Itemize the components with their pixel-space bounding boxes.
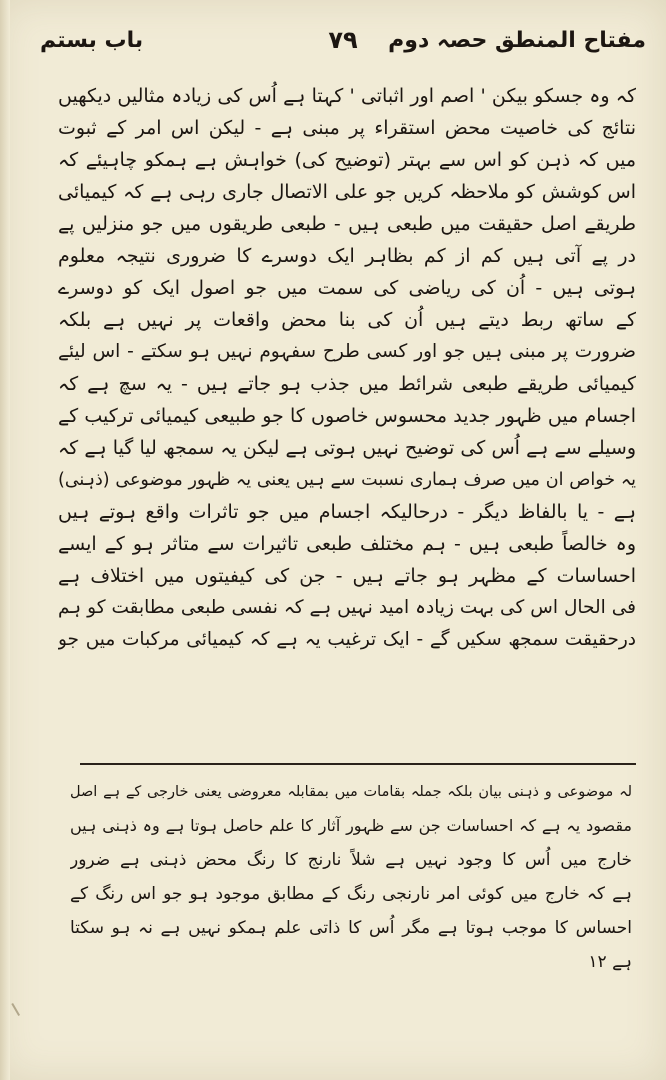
text-line: طریقے اصل حقیقت میں طبعی ہیں - طبعی طریقوں میں جو منزلیں پے: [58, 213, 636, 235]
book-title: مفتاح المنطق حصہ دوم: [388, 28, 646, 53]
text-line: میں کہ ذہن کو اس سے بہتر (توضیح کی) خواہش ہے ہمکو چاہیئے کہ: [58, 149, 636, 171]
text-line: وہ خالصاً طبعی ہیں - ہم مختلف طبعی تاثیرات سے متاثر ہو کے ایسے: [58, 533, 636, 555]
margin-mark: [11, 998, 28, 1016]
page-number: ۷۹: [328, 26, 358, 54]
footnote-line: ہے کہ خارج میں کوئی امر نارنجی رنگ کے مطابق موجود ہو جو اس رنگ کے: [70, 884, 632, 904]
text-line: کیمیائی طریقے طبعی شرائط میں جذب ہو جاتے ہیں - یہ سچ ہے کہ: [58, 373, 636, 395]
text-line: ضرورت پر مبنی ہیں جو اور کسی طرح سفہوم نہیں ہو سکتے - اس لیئے: [58, 341, 636, 362]
footnote-line: لہ موضوعی و ذہنی بیان بلکہ جملہ بقامات میں بمقابلہ معروضی یعنی خارجی کے ہے اصل: [70, 784, 632, 800]
text-line: وسیلے سے ہے اُس کی توضیح نہیں ہوتی ہے لیکن یہ سمجھ لیا گیا ہے کہ: [58, 437, 636, 459]
footnote-line: خارج میں اُس کا وجود نہیں ہے شلاً نارنج کا رنگ محض ذہنی ہے ضرور: [70, 850, 632, 870]
binding-edge: [0, 0, 10, 1080]
text-line: اجسام میں ظہور جدید محسوس خاصوں کا جو طبیعی کیمیائی ترکیب کے: [58, 405, 636, 427]
text-line: یہ خواص ان میں صرف ہماری نسبت سے ہیں یعنی یہ ظہور موضوعی (ذہنی): [58, 470, 636, 490]
chapter-label: باب بستم: [40, 28, 144, 53]
text-line: ہے - یا بالفاظ دیگر - درحالیکہ اجسام میں جو تاثرات واقع ہوتے ہیں: [58, 501, 636, 523]
text-line: کے ساتھ ربط دیتے ہیں اُن کی بنا محض واقعات پر نہیں ہے بلکہ: [58, 309, 636, 331]
text-line: درحقیقت سمجھ سکیں گے - ایک ترغیب یہ ہے کہ کیمیائی مرکبات میں جو: [58, 629, 636, 650]
text-line: نتائج کی خاصیت محض استقراء پر مبنی ہے - لیکن اس امر کے ثبوت: [58, 117, 636, 139]
body-text: [58, 80, 636, 740]
text-line: کہ وہ جسکو بیکن ' اصم اور اثباتی ' کہتا ہے اُس کی زیادہ مثالیں دیکھیں: [58, 85, 636, 107]
footnote-line: ہے ۱۲: [588, 952, 632, 972]
text-line: فی الحال اس کی بہت زیادہ امید نہیں ہے کہ نفسی طبعی مطابقت کو ہم: [58, 597, 636, 618]
footnote: [70, 775, 632, 1005]
text-line: در پے آتی ہیں کم از کم بظاہر ایک دوسرے کا ضروری نتیجہ معلوم: [58, 245, 636, 267]
footnote-line: مقصود یہ ہے کہ احساسات جن سے ظہور آثار کا علم حاصل ہوتا ہے وہ ذہنی ہیں: [70, 816, 632, 835]
page-header: [40, 24, 646, 68]
text-line: ہوتی ہیں - اُن کی ریاضی کی سمت میں جو اصول ایک کو دوسرے: [58, 277, 636, 299]
text-line: اس کوشش کو ملاحظہ کریں جو علی الاتصال جاری رہی ہے کہ کیمیائی: [58, 181, 636, 203]
text-line: احساسات کے مظہر ہو جاتے ہیں - جن کی کیفیتوں میں اختلاف ہے: [58, 565, 636, 587]
footnote-divider: [80, 763, 636, 765]
footnote-line: احساس کا موجب ہوتا ہے مگر اُس کا ذاتی علم ہمکو نہیں ہے نہ ہو سکتا: [70, 918, 632, 938]
